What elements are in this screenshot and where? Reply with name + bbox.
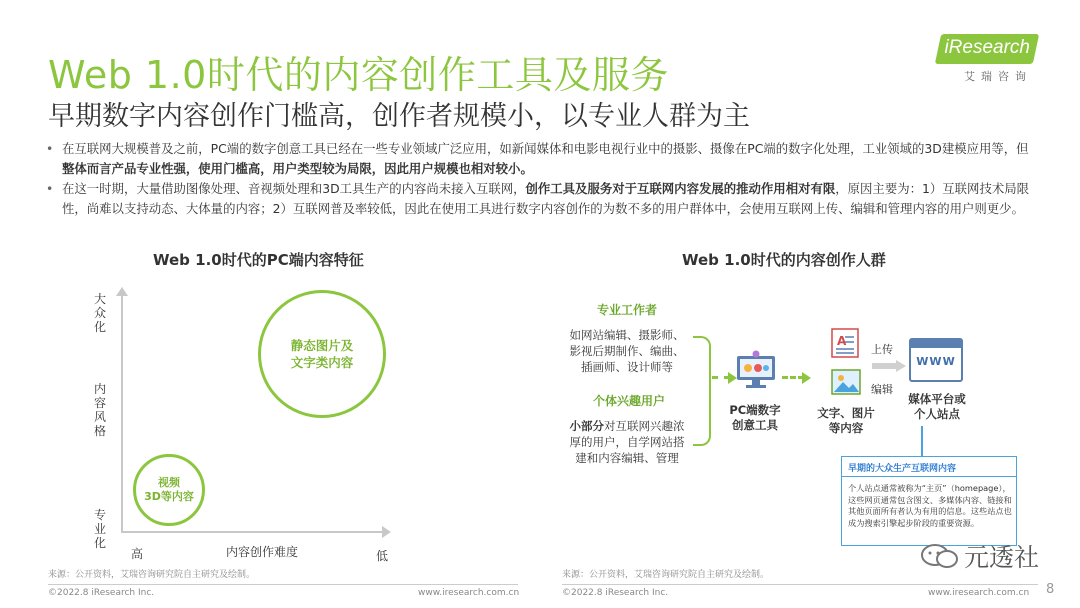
- video-3d-circle: [133, 454, 205, 526]
- pro-worker-desc: 如网站编辑、摄影师、 影视后期制作、编曲、 插画师、设计师等: [569, 328, 685, 374]
- x-label-right: 低: [376, 549, 389, 563]
- right-copyright: ©2022.8 iResearch Inc.: [562, 588, 669, 598]
- info-box-title: 早期的大众生产互联网内容: [842, 457, 1016, 477]
- left-panel-title: Web 1.0时代的PC端内容特征: [153, 251, 364, 269]
- hobby-user-desc: 小部分对互联网兴趣浓 厚的用户，自学网站搭 建和内容编辑、管理: [569, 419, 685, 465]
- wechat-icon: [920, 542, 960, 570]
- logo-text: iResearch: [944, 37, 1030, 58]
- bullet-text: 在这一时期，大量借助图像处理、音视频处理和3D工具生产的内容尚未接入互联网，创作工具及服务对于互联网内容发展的推动作用相对有限，原因主要为：1）互联网技术局限性，尚难以支持动态、大体量的内容；2）互联网普及率较低，因此在使用工具进行数字内容创作的为数不多的用户群体中，会使用互联网上传、编辑和管理内容的用户则更少。: [62, 181, 1030, 216]
- content-label: 文字、图片 等内容: [817, 406, 875, 435]
- upload-label: 上传: [871, 343, 893, 356]
- left-url: www.iresearch.com.cn: [418, 588, 520, 598]
- y-label-bottom: 专业化: [93, 508, 106, 550]
- platform-label: 媒体平台或 个人站点: [908, 392, 966, 421]
- x-label-left: 高: [131, 547, 144, 561]
- watermark-text: 元透社: [964, 543, 1040, 572]
- info-box: [841, 456, 1017, 546]
- page-number: 8: [1046, 582, 1055, 597]
- document-icon: [829, 327, 863, 359]
- bullet-item: [46, 139, 1036, 179]
- y-axis: [121, 293, 123, 533]
- x-label-mid: 内容创作难度: [226, 545, 299, 559]
- x-axis: [122, 531, 384, 533]
- svg-text:A: A: [837, 334, 847, 348]
- info-connector: [921, 426, 923, 456]
- left-footer-rule: [48, 584, 518, 585]
- pc-tool-icon: [734, 350, 778, 390]
- static-content-circle: [258, 290, 386, 418]
- browser-bar: [911, 340, 961, 348]
- left-copyright: ©2022.8 iResearch Inc.: [48, 588, 155, 598]
- left-source: 来源：公开资料，艾瑞咨询研究院自主研究及绘制。: [48, 570, 256, 580]
- y-label-mid: 内容风格: [93, 382, 106, 438]
- right-footer-rule: [562, 584, 1038, 585]
- group-brace: [693, 336, 711, 446]
- iresearch-logo: [938, 34, 1036, 86]
- intro-bullets: [46, 139, 1036, 219]
- pro-worker-title: 专业工作者: [597, 303, 658, 317]
- right-panel-title: Web 1.0时代的内容创作人群: [682, 251, 886, 269]
- y-label-top: 大众化: [93, 292, 106, 334]
- bullet-text: 在互联网大规模普及之前，PC端的数字创意工具已经在一些专业领域广泛应用，如新闻媒体和电影电视行业中的摄影、摄像在PC端的数字化处理，工业领域的3D建模应用等，但整体而言产品专业性强，使用门槛高，用户类型较为局限，因此用户规模也相对较小。: [62, 141, 1029, 176]
- bullet-dot-icon: •: [46, 141, 54, 156]
- right-url: www.iresearch.com.cn: [928, 588, 1030, 598]
- bullet-dot-icon: •: [46, 181, 54, 196]
- flow-arrow-icon: [872, 360, 906, 372]
- www-text: WWW: [916, 355, 956, 368]
- logo-subtext: 艾瑞咨询: [964, 70, 1032, 83]
- watermark: [920, 538, 1039, 574]
- static-content-label: 静态图片及 文字类内容: [290, 338, 354, 370]
- page-subtitle: 早期数字内容创作门槛高，创作者规模小，以专业人群为主: [48, 101, 750, 132]
- x-axis-arrow: [382, 526, 391, 538]
- arrow-to-content: [782, 376, 804, 379]
- page-title: Web 1.0时代的内容创作工具及服务: [48, 53, 669, 97]
- video-3d-label: 视频 3D等内容: [144, 476, 194, 503]
- hobby-user-title: 个体兴趣用户: [593, 394, 666, 408]
- info-box-body: 个人站点通常被称为“主页”（homepage），这些网页通常包含图文、多媒体内容、链接和其他页面所有者认为有用的信息。这些站点也成为搜索引擎起步阶段的重要资源。: [848, 483, 1012, 528]
- pc-tool-label: PC端数字 创意工具: [729, 403, 781, 432]
- bullet-item: [46, 179, 1036, 219]
- image-icon: [830, 368, 864, 398]
- arrow-to-content-head: [802, 372, 811, 384]
- www-browser-icon: [909, 338, 963, 382]
- edit-label: 编辑: [871, 383, 893, 396]
- right-source: 来源：公开资料，艾瑞咨询研究院自主研究及绘制。: [562, 570, 770, 580]
